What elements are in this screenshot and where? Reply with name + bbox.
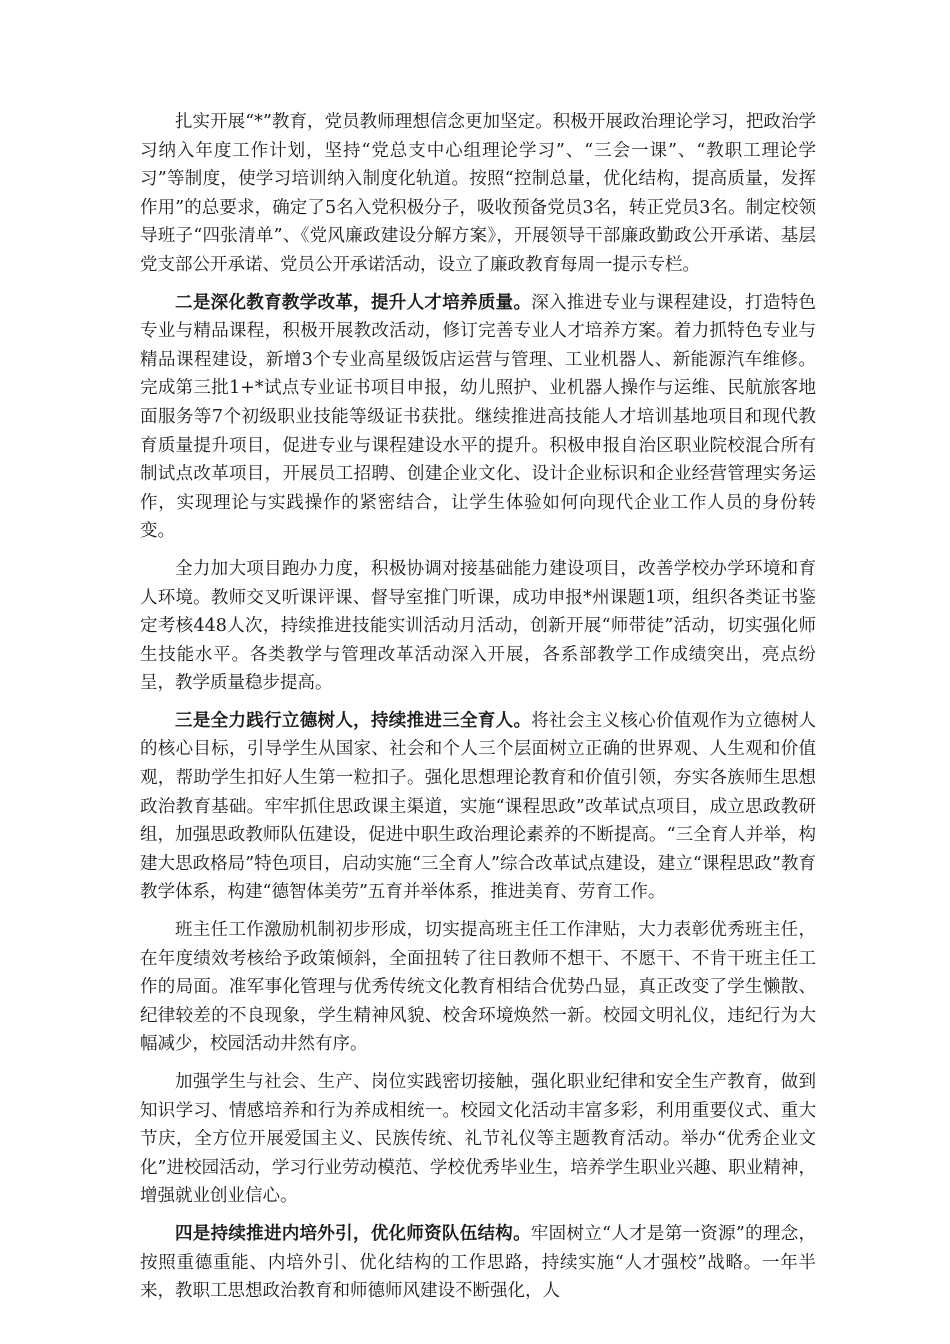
paragraph-text: 深入推进专业与课程建设，打造特色专业与精品课程，积极开展教改活动，修订完善专业人才培养方案。着力抓特色专业与精品课程建设，新增3个专业高星级饭店运营与管理、工业机器人、新能源汽车维修。完成第三批1+*试点专业证书项目申报，幼儿照护、业机器人操作与运维、民航旅客地面服务等7个初级职业技能等级证书获批。继续推进高技能人才培训基地项目和现代教育质量提升项目，促进专业与课程建设水平的提升。积极申报自治区职业院校混合所有制试点改革项目，开展员工招聘、创建企业文化、设计企业标识和企业经营管理实务运作，实现理论与实践操作的紧密结合，让学生体验如何向现代企业工作人员的身份转变。	[140, 292, 817, 542]
paragraph-lead: 三是全力践行立德树人，持续推进三全育人。	[175, 710, 532, 731]
paragraph-text: 班主任工作激励机制初步形成，切实提高班主任工作津贴，大力表彰优秀班主任，在年度绩效考核给予政策倾斜，全面扭转了往日教师不想干、不愿干、不肯干班主任工作的局面。准军事化管理与优秀传统文化教育相结合优势凸显，真正改变了学生懒散、纪律较差的不良现象，学生精神风貌、校舍环境焕然一新。校园文明礼仪，违纪行为大幅减少，校园活动井然有序。	[140, 920, 816, 1055]
paragraph-campus-culture	[140, 1068, 816, 1211]
paragraph-text: 全力加大项目跑办力度，积极协调对接基础能力建设项目，改善学校办学环境和育人环境。教师交叉听课评课、督导室推门听课，成功申报*州课题1项，组织各类证书鉴定考核448人次，持续推进技能实训活动月活动，创新开展“师带徒”活动，切实强化师生技能水平。各类教学与管理改革活动深入开展，各系部教学工作成绩突出，亮点纷呈，教学质量稳步提高。	[140, 558, 816, 694]
paragraph-projects	[140, 555, 816, 698]
paragraph-faculty	[140, 1220, 816, 1306]
paragraph-lead: 二是深化教育教学改革，提升人才培养质量。	[175, 292, 532, 313]
paragraph-text: 牢固树立“人才是第一资源”的理念，按照重德重能、内培外引、优化结构的工作思路，持续实施“人才强校”战略。一年半来，教职工思想政治教育和师德师风建设不断强化，人	[140, 1223, 816, 1302]
paragraph-text: 加强学生与社会、生产、岗位实践密切接触，强化职业纪律和安全生产教育，做到知识学习、情感培养和行为养成相统一。校园文化活动丰富多彩，利用重要仪式、重大节庆，全方位开展爱国主义、民族传统、礼节礼仪等主题教育活动。举办“优秀企业文化”进校园活动，学习行业劳动模范、学校优秀毕业生，培养学生职业兴趣、职业精神，增强就业创业信心。	[140, 1072, 816, 1207]
paragraph-head-teacher	[140, 916, 816, 1059]
paragraph-teaching-reform	[140, 289, 816, 546]
paragraph-text: 扎实开展“*”教育，党员教师理想信念更加坚定。积极开展政治理论学习，把政治学习纳入年度工作计划，坚持“党总支中心组理论学习”、“三会一课”、“教职工理论学习”等制度，使学习培训纳入制度化轨道。按照“控制总量，优化结构，提高质量，发挥作用”的总要求，确定了5名入党积极分子，吸收预备党员3名，转正党员3名。制定校领导班子“四张清单”、《党风廉政建设分解方案》，开展领导干部廉政勤政公开承诺、基层党支部公开承诺、党员公开承诺活动，设立了廉政教育每周一提示专栏。	[140, 112, 816, 275]
paragraph-moral-education	[140, 707, 816, 907]
document-body	[140, 108, 816, 1315]
paragraph-party-education	[140, 108, 816, 280]
paragraph-lead: 四是持续推进内培外引，优化师资队伍结构。	[175, 1223, 531, 1244]
paragraph-text: 将社会主义核心价值观作为立德树人的核心目标，引导学生从国家、社会和个人三个层面树立正确的世界观、人生观和价值观，帮助学生扣好人生第一粒扣子。强化思想理论教育和价值引领，夯实各族师生思想政治教育基础。牢牢抓住思政课主渠道，实施“课程思政”改革试点项目，成立思政教研组，加强思政教师队伍建设，促进中职生政治理论素养的不断提高。“三全育人并举，构建大思政格局”特色项目，启动实施“三全育人”综合改革试点建设，建立“课程思政”教育教学体系，构建“德智体美劳”五育并举体系，推进美育、劳育工作。	[140, 710, 817, 903]
